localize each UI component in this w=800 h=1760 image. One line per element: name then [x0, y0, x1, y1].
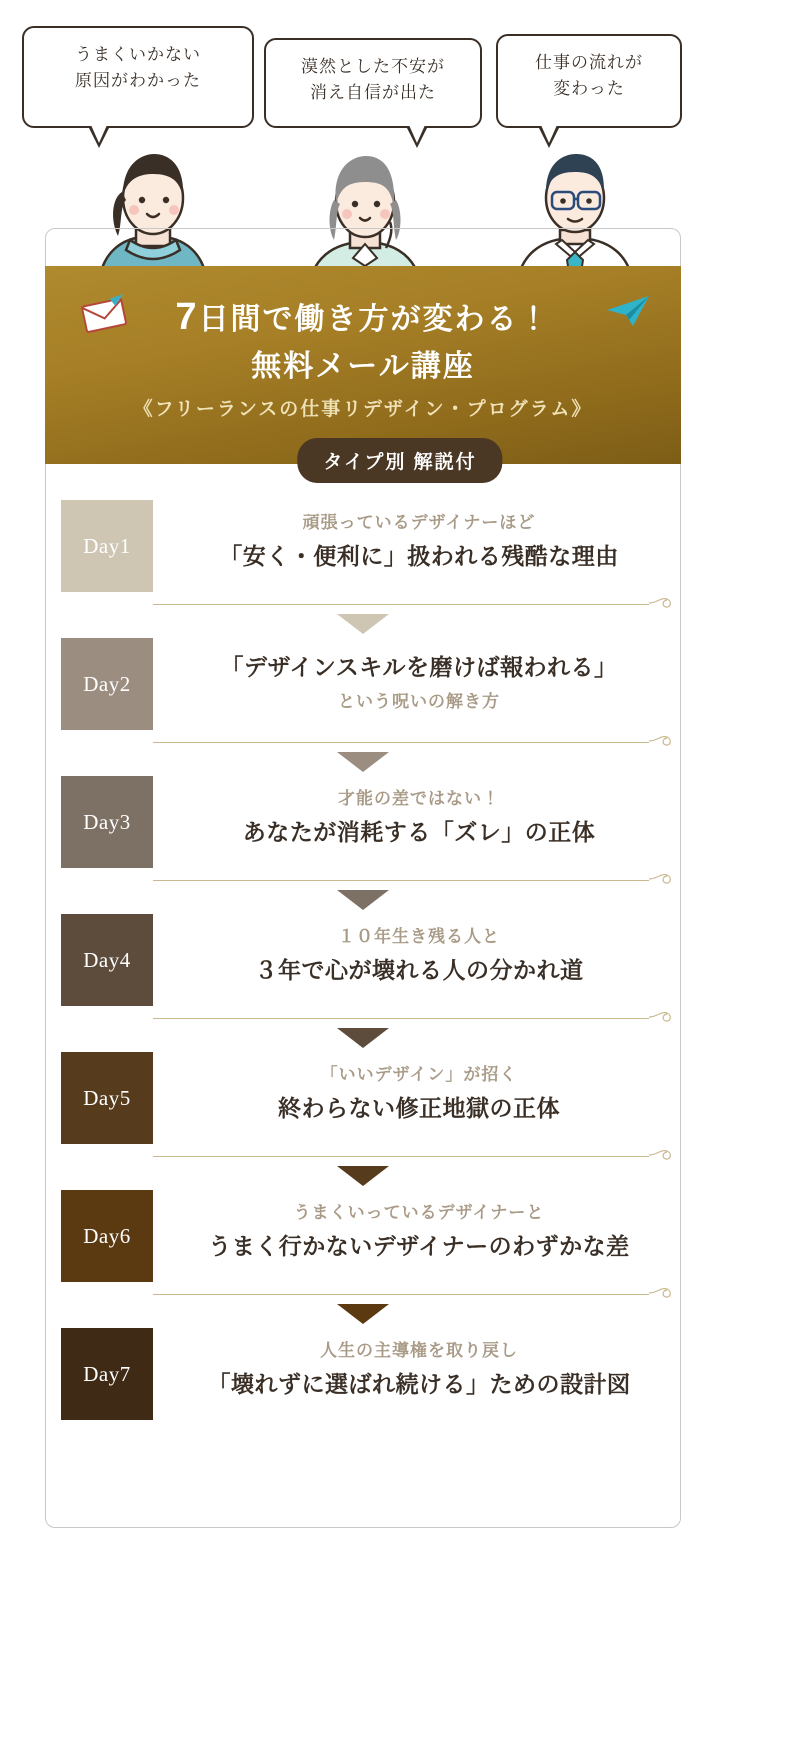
day-lead: という呪いの解き方 — [338, 692, 500, 712]
arrow-down-icon — [337, 752, 389, 772]
testimonial-bubble-2 — [264, 38, 482, 128]
day-badge: Day1 — [61, 500, 153, 592]
day-lead: 頑張っているデザイナーほど — [302, 513, 536, 532]
day-title: ３年で心が壊れる人の分かれ道 — [254, 956, 584, 983]
arrow-down-icon — [337, 890, 389, 910]
day-badge: Day4 — [61, 914, 153, 1006]
day-badge: Day3 — [61, 776, 153, 868]
flourish-icon — [649, 1010, 675, 1024]
course-title — [45, 290, 681, 389]
arrow-down-icon — [337, 1166, 389, 1186]
day-text — [163, 1052, 675, 1144]
testimonial-bubble-3 — [496, 34, 682, 128]
testimonial-bubbles — [18, 22, 686, 142]
list-item[interactable] — [45, 914, 681, 1010]
day-badge: Day6 — [61, 1190, 153, 1282]
row-divider — [153, 1012, 675, 1024]
course-title-rest: 日間で働き方が変わる！ — [198, 303, 551, 336]
arrow-down-icon — [337, 1028, 389, 1048]
day-lead: うまくいっているデザイナーと — [293, 1203, 545, 1222]
day-lead: 「いいデザイン」が招く — [320, 1065, 518, 1084]
flourish-icon — [649, 734, 675, 748]
flourish-icon — [649, 1286, 675, 1300]
day-title: 終わらない修正地獄の正体 — [278, 1094, 560, 1121]
bubble-2-line-2: 消え自信が出た — [310, 82, 436, 102]
type-badge: タイプ別 解説付 — [297, 438, 502, 483]
bubble-1-line-1: うまくいかない — [75, 45, 201, 64]
testimonial-bubble-1 — [22, 26, 254, 128]
row-divider — [153, 1150, 675, 1162]
day-title: 「安く・便利に」扱われる残酷な理由 — [219, 542, 619, 569]
row-divider — [153, 598, 675, 610]
day-text — [163, 1328, 675, 1420]
flourish-icon — [649, 1148, 675, 1162]
day-text — [163, 776, 675, 868]
day-title: うまく行かないデザイナーのわずかな差 — [208, 1232, 630, 1259]
day-text — [163, 500, 675, 592]
day-badge: Day5 — [61, 1052, 153, 1144]
day-text — [163, 914, 675, 1006]
row-divider — [153, 874, 675, 886]
bubble-2-line-1: 漠然とした不安が — [301, 57, 445, 76]
list-item[interactable] — [45, 1328, 681, 1424]
arrow-down-icon — [337, 1304, 389, 1324]
curriculum-list — [45, 500, 681, 1466]
list-item[interactable] — [45, 638, 681, 734]
row-divider — [153, 1288, 675, 1300]
day-lead: 人生の主導権を取り戻し — [320, 1341, 518, 1360]
day-lead: １０年生き残る人と — [338, 927, 500, 946]
flourish-icon — [649, 872, 675, 886]
row-divider — [153, 736, 675, 748]
list-item[interactable] — [45, 1052, 681, 1148]
day-text — [163, 638, 675, 730]
day-badge: Day7 — [61, 1328, 153, 1420]
day-title: 「壊れずに選ばれ続ける」ための設計図 — [207, 1370, 631, 1397]
course-subtitle: 《フリーランスの仕事リデザイン・プログラム》 — [133, 399, 593, 420]
arrow-down-icon — [337, 614, 389, 634]
day-title: あなたが消耗する「ズレ」の正体 — [242, 818, 596, 845]
list-item[interactable] — [45, 776, 681, 872]
bubble-3-line-2: 変わった — [553, 78, 625, 98]
day-badge: Day2 — [61, 638, 153, 730]
course-header — [45, 266, 681, 464]
list-item[interactable] — [45, 500, 681, 596]
course-title-number: 7 — [175, 296, 199, 338]
flourish-icon — [649, 596, 675, 610]
day-lead: 才能の差ではない！ — [338, 789, 500, 808]
day-text — [163, 1190, 675, 1282]
list-item[interactable] — [45, 1190, 681, 1286]
course-title-line2: 無料メール講座 — [251, 350, 475, 384]
bubble-1-line-2: 原因がわかった — [75, 70, 201, 90]
day-title: 「デザインスキルを磨けば報われる」 — [220, 654, 618, 680]
bubble-3-line-1: 仕事の流れが — [535, 53, 643, 72]
